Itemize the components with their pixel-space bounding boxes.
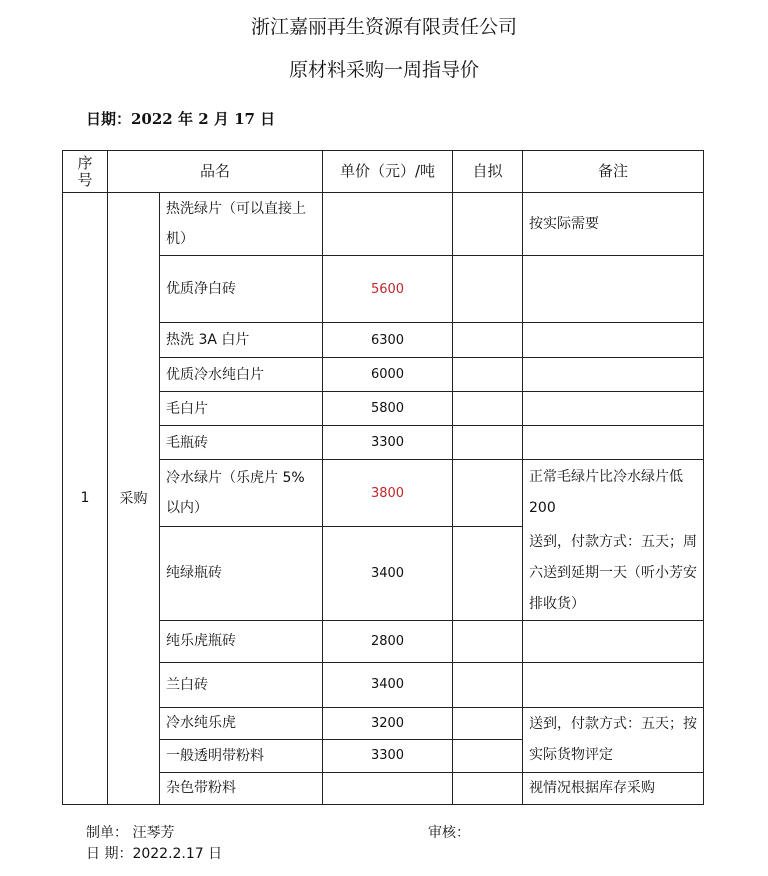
item-self <box>453 527 523 621</box>
item-name: 冷水纯乐虎 <box>160 707 323 739</box>
reviewed-by: 审核： <box>428 825 470 841</box>
item-price <box>323 193 453 256</box>
item-name: 毛白片 <box>160 392 323 426</box>
item-note: 视情况根据库存采购 <box>523 772 704 804</box>
item-self <box>453 620 523 662</box>
item-note <box>523 426 704 460</box>
item-price: 3800 <box>323 460 453 527</box>
item-name: 一般透明带粉料 <box>160 739 323 772</box>
item-price: 3300 <box>323 739 453 772</box>
item-self <box>453 392 523 426</box>
item-note: 送到，付款方式：五天；按实际货物评定 <box>523 707 704 772</box>
item-name: 兰白砖 <box>160 662 323 707</box>
table-row <box>63 620 704 662</box>
item-name: 优质净白砖 <box>160 256 323 323</box>
item-self <box>453 193 523 256</box>
item-self <box>453 460 523 527</box>
table-row <box>63 256 704 323</box>
table-row <box>63 707 704 739</box>
table-row <box>63 527 704 621</box>
item-price: 3200 <box>323 707 453 739</box>
item-note: 按实际需要 <box>523 193 704 256</box>
item-price: 6000 <box>323 358 453 392</box>
item-name: 纯乐虎瓶砖 <box>160 620 323 662</box>
header-name: 品名 <box>108 151 323 193</box>
item-self <box>453 707 523 739</box>
item-price: 2800 <box>323 620 453 662</box>
item-price: 6300 <box>323 323 453 358</box>
item-price: 3400 <box>323 527 453 621</box>
item-note <box>523 358 704 392</box>
item-price: 3300 <box>323 426 453 460</box>
item-name: 冷水绿片（乐虎片 5%以内） <box>160 460 323 527</box>
prepared-by: 制单： 汪琴芳 <box>86 825 175 841</box>
item-self <box>453 426 523 460</box>
item-price: 5600 <box>323 256 453 323</box>
header-index: 序号 <box>63 151 108 193</box>
document-date: 日期：2022 年 2 月 17 日 <box>86 110 276 128</box>
header-note: 备注 <box>523 151 704 193</box>
table-row <box>63 193 704 256</box>
item-self <box>453 358 523 392</box>
item-self <box>453 772 523 804</box>
item-name: 热洗绿片（可以直接上机） <box>160 193 323 256</box>
item-name: 毛瓶砖 <box>160 426 323 460</box>
item-name: 杂色带粉料 <box>160 772 323 804</box>
table-row <box>63 772 704 804</box>
company-name: 浙江嘉丽再生资源有限责任公司 <box>250 16 517 38</box>
item-note: 正常毛绿片比冷水绿片低 200 <box>523 460 704 527</box>
row-category: 采购 <box>108 193 160 805</box>
item-name: 热洗 3A 白片 <box>160 323 323 358</box>
table-row <box>63 392 704 426</box>
table-row <box>63 460 704 527</box>
table-row <box>63 426 704 460</box>
document-title: 原材料采购一周指导价 <box>288 59 479 81</box>
table-header-row <box>63 151 704 193</box>
table-row <box>63 662 704 707</box>
table-row <box>63 323 704 358</box>
item-note <box>523 620 704 662</box>
price-table <box>62 150 704 805</box>
item-price: 3400 <box>323 662 453 707</box>
item-price: 5800 <box>323 392 453 426</box>
item-self <box>453 323 523 358</box>
header-self: 自拟 <box>453 151 523 193</box>
table-row <box>63 358 704 392</box>
item-note <box>523 662 704 707</box>
item-self <box>453 256 523 323</box>
item-self <box>453 662 523 707</box>
item-self <box>453 739 523 772</box>
footer-date: 日 期：2022.2.17 日 <box>86 846 223 862</box>
item-note <box>523 323 704 358</box>
item-note <box>523 256 704 323</box>
item-name: 纯绿瓶砖 <box>160 527 323 621</box>
row-index: 1 <box>63 193 108 805</box>
item-note: 送到，付款方式：五天；周六送到延期一天（听小芳安排收货） <box>523 527 704 621</box>
item-price <box>323 772 453 804</box>
item-name: 优质冷水纯白片 <box>160 358 323 392</box>
item-note <box>523 392 704 426</box>
header-price: 单价（元）/吨 <box>323 151 453 193</box>
